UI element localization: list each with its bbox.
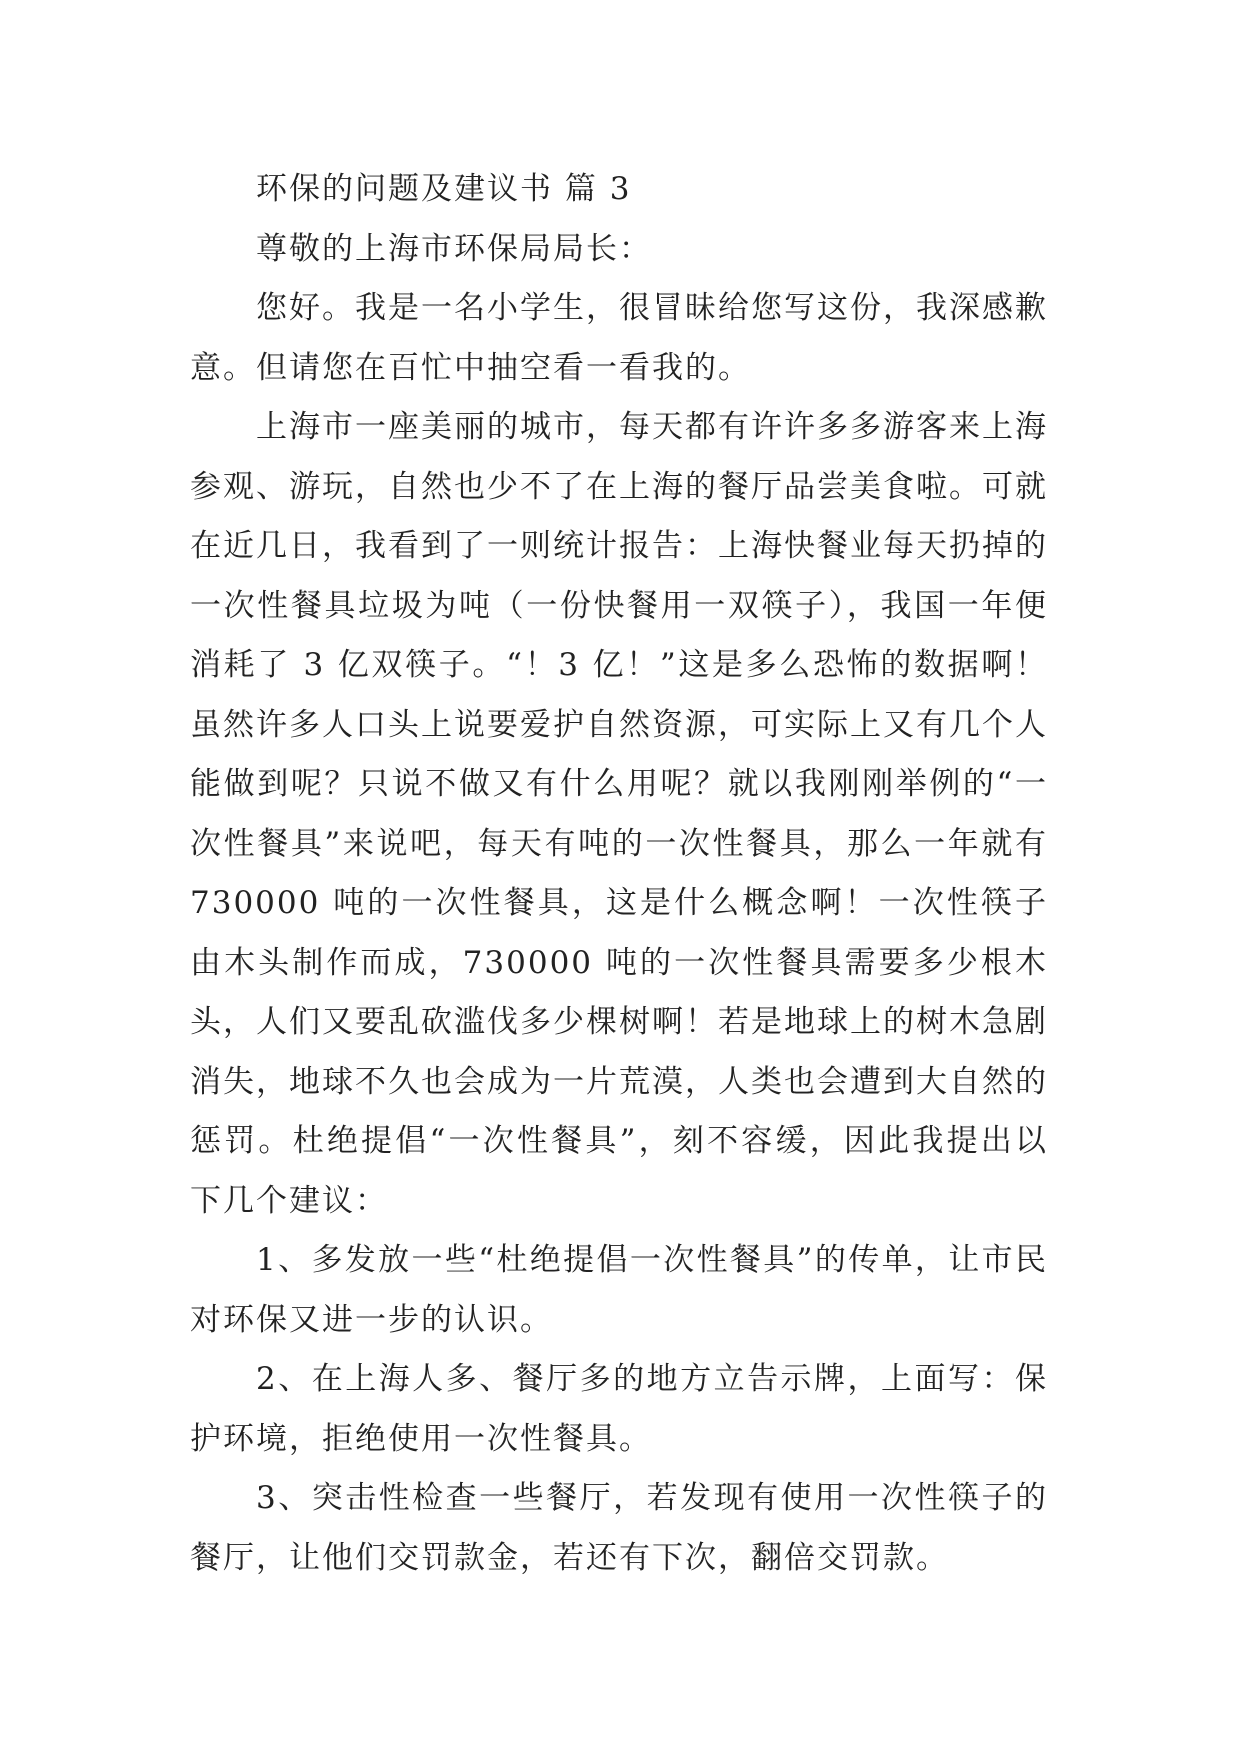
suggestion-2: 2、在上海人多、餐厅多的地方立告示牌，上面写：保护环境，拒绝使用一次性餐具。 <box>190 1361 1048 1457</box>
suggestion-1: 1、多发放一些“杜绝提倡一次性餐具”的传单，让市民对环保又进一步的认识。 <box>190 1242 1048 1338</box>
paragraph-main-body: 上海市一座美丽的城市，每天都有许许多多游客来上海参观、游玩，自然也少不了在上海的餐厅品尝美食啦。可就在近几日，我看到了一则统计报告：上海快餐业每天扔掉的一次性餐具垃圾为吨（一份快餐用一双筷子），我国一年便消耗了 3 亿双筷子。“！3 亿！”这是多么恐怖的数据啊！虽然许多人口头上说要爱护自然资源，可实际上又有几个人能做到呢？只说不做又有什么用呢？就以我刚刚举例的“一次性餐具”来说吧，每天有吨的一次性餐具，那么一年就有 730000 吨的一次性餐具，这是什么概念啊！一次性筷子由木头制作而成，730000 吨的一次性餐具需要多少根木头，人们又要乱砍滥伐多少棵树啊！若是地球上的树木急剧消失，地球不久也会成为一片荒漠，人类也会遭到大自然的惩罚。杜绝提倡“一次性餐具”，刻不容缓，因此我提出以下几个建议： <box>190 409 1048 1219</box>
suggestion-3: 3、突击性检查一些餐厅，若发现有使用一次性筷子的餐厅，让他们交罚款金，若还有下次，翻倍交罚款。 <box>190 1480 1048 1576</box>
salutation: 尊敬的上海市环保局局长： <box>256 230 652 267</box>
document-heading: 环保的问题及建议书 篇 3 <box>256 171 632 207</box>
paragraph-greeting: 您好。我是一名小学生，很冒昧给您写这份，我深感歉意。但请您在百忙中抽空看一看我的。 <box>190 290 1048 386</box>
document-body <box>190 160 1048 1588</box>
